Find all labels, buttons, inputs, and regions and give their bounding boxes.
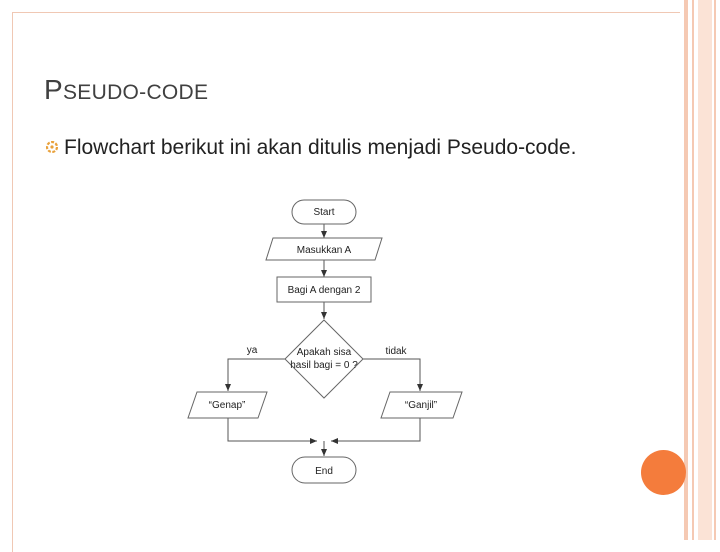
input-label: Masukkan A <box>296 245 352 256</box>
bullet-text: Flowchart berikut ini akan ditulis menjadi Pseudo-code. <box>64 136 577 159</box>
decision-diamond <box>285 320 363 398</box>
arrow-ganjil-merge <box>331 417 420 441</box>
start-label: Start <box>313 207 335 218</box>
output-genap-label: “Genap” <box>208 400 246 411</box>
no-label: tidak <box>385 346 407 357</box>
title-rest: SEUDO-CODE <box>62 81 209 104</box>
arrow-decision-no <box>363 359 420 391</box>
decision-label-line2: hasil bagi = 0 ? <box>290 360 358 371</box>
end-label: End <box>315 466 333 477</box>
decor-orange-circle <box>641 450 686 495</box>
output-ganjil-label: “Ganjil” <box>404 400 438 411</box>
arrow-decision-yes <box>228 359 285 391</box>
process-label: Bagi A dengan 2 <box>287 285 361 296</box>
title-initial: P <box>44 74 63 105</box>
yes-label: ya <box>246 345 258 356</box>
decision-label-line1: Apakah sisa <box>296 347 352 358</box>
arrow-genap-merge <box>228 417 317 441</box>
